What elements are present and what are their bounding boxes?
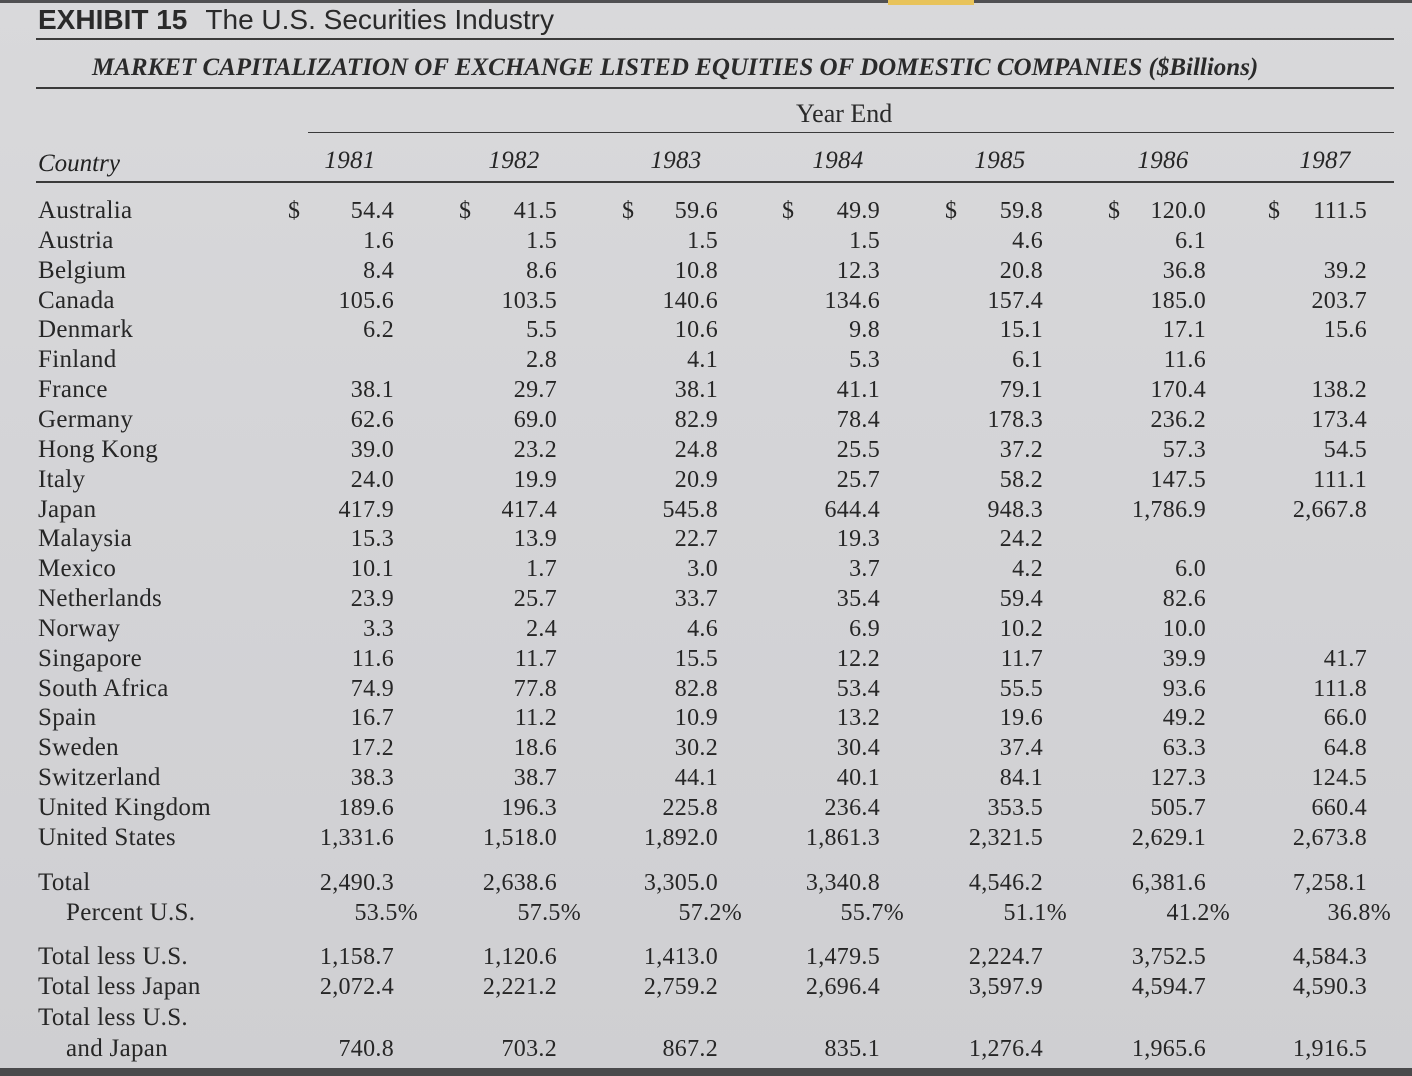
data-cell: 82.6 <box>1162 586 1206 612</box>
summary-label: Total less U.S. <box>38 943 188 970</box>
data-cell: 1.5 <box>687 228 718 254</box>
data-cell: 19.9 <box>513 467 557 493</box>
data-cell: 41.1 <box>836 377 880 403</box>
data-cell: 124.5 <box>1311 765 1367 791</box>
data-cell: 25.7 <box>836 467 880 493</box>
data-cell: 69.0 <box>513 407 557 433</box>
data-cell: 33.7 <box>674 586 718 612</box>
data-cell: 3.0 <box>687 556 718 582</box>
summary-cell: 2,759.2 <box>643 974 718 1000</box>
summary-cell: 3,305.0 <box>643 870 718 896</box>
data-cell: 417.4 <box>501 497 557 523</box>
data-cell: 19.6 <box>999 705 1043 731</box>
data-cell: 225.8 <box>662 795 718 821</box>
data-cell: 59.6 <box>674 198 718 224</box>
percent-cell: 36.8% <box>1327 900 1391 926</box>
country-name: South Africa <box>38 675 169 702</box>
data-cell: 140.6 <box>662 288 718 314</box>
data-cell: 2.4 <box>526 616 557 642</box>
data-cell: 82.9 <box>674 407 718 433</box>
data-cell: 189.6 <box>338 795 394 821</box>
data-cell: 353.5 <box>987 795 1043 821</box>
data-cell: 545.8 <box>662 497 718 523</box>
country-name: Netherlands <box>38 585 163 612</box>
rule-header <box>36 181 1394 183</box>
data-cell: 66.0 <box>1323 705 1367 731</box>
summary-cell: 1,965.6 <box>1131 1036 1206 1062</box>
summary-cell: 1,276.4 <box>968 1036 1043 1062</box>
data-cell: 178.3 <box>987 407 1043 433</box>
data-cell: 6.2 <box>363 317 394 343</box>
data-cell: 30.2 <box>674 735 718 761</box>
dollar-sign: $ <box>945 198 958 224</box>
data-cell: 1,892.0 <box>643 825 718 851</box>
dollar-sign: $ <box>622 198 635 224</box>
data-cell: 11.7 <box>1000 646 1043 672</box>
data-cell: 134.6 <box>824 288 880 314</box>
data-cell: 59.4 <box>999 586 1043 612</box>
data-cell: 23.2 <box>513 437 557 463</box>
data-cell: 3.7 <box>849 556 880 582</box>
percent-cell: 53.5% <box>354 900 418 926</box>
data-cell: 15.6 <box>1323 317 1367 343</box>
data-cell: 10.2 <box>999 616 1043 642</box>
country-column-header: Country <box>38 150 120 177</box>
percent-cell: 55.7% <box>840 900 904 926</box>
bookmark-tab <box>888 0 974 5</box>
data-cell: 63.3 <box>1162 735 1206 761</box>
country-name: Mexico <box>38 555 117 582</box>
data-cell: 15.5 <box>674 646 718 672</box>
dollar-sign: $ <box>1108 198 1121 224</box>
year-header-1983: 1983 <box>650 147 702 174</box>
data-cell: 120.0 <box>1150 198 1206 224</box>
country-name: Canada <box>38 287 115 314</box>
data-cell: 1,331.6 <box>319 825 394 851</box>
data-cell: 6.9 <box>849 616 880 642</box>
data-cell: 25.7 <box>513 586 557 612</box>
data-cell: 3.3 <box>363 616 394 642</box>
data-cell: 11.7 <box>514 646 557 672</box>
country-name: Germany <box>38 406 134 433</box>
data-cell: 5.5 <box>526 317 557 343</box>
data-cell: 39.9 <box>1162 646 1206 672</box>
summary-cell: 2,224.7 <box>968 944 1043 970</box>
data-cell: 8.4 <box>363 258 394 284</box>
summary-cell: 2,072.4 <box>319 974 394 1000</box>
data-cell: 17.2 <box>350 735 394 761</box>
summary-label: Total <box>38 869 91 896</box>
dollar-sign: $ <box>1268 198 1281 224</box>
data-cell: 49.2 <box>1162 705 1206 731</box>
data-cell: 11.6 <box>1163 347 1206 373</box>
data-cell: 236.2 <box>1150 407 1206 433</box>
data-cell: 37.2 <box>999 437 1043 463</box>
summary-cell: 4,594.7 <box>1131 974 1206 1000</box>
dollar-sign: $ <box>459 198 472 224</box>
data-cell: 39.0 <box>350 437 394 463</box>
data-cell: 25.5 <box>836 437 880 463</box>
data-cell: 2,629.1 <box>1131 825 1206 851</box>
data-cell: 49.9 <box>836 198 880 224</box>
country-name: Denmark <box>38 316 134 343</box>
data-cell: 54.4 <box>350 198 394 224</box>
exhibit-title: The U.S. Securities Industry <box>205 4 554 35</box>
data-cell: 111.8 <box>1313 676 1367 702</box>
data-cell: 1,861.3 <box>805 825 880 851</box>
data-cell: 505.7 <box>1150 795 1206 821</box>
data-cell: 24.8 <box>674 437 718 463</box>
data-cell: 16.7 <box>350 705 394 731</box>
data-cell: 64.8 <box>1323 735 1367 761</box>
data-cell: 4.1 <box>687 347 718 373</box>
data-cell: 41.5 <box>513 198 557 224</box>
country-name: Singapore <box>38 645 143 672</box>
country-name: United Kingdom <box>38 794 211 821</box>
summary-cell: 835.1 <box>824 1036 880 1062</box>
data-cell: 11.2 <box>514 705 557 731</box>
summary-cell: 1,479.5 <box>805 944 880 970</box>
summary-cell: 1,158.7 <box>319 944 394 970</box>
year-header-1986: 1986 <box>1137 147 1189 174</box>
summary-label: and Japan <box>66 1035 168 1062</box>
exhibit-heading <box>38 2 554 38</box>
country-name: Sweden <box>38 734 119 761</box>
data-cell: 59.8 <box>999 198 1043 224</box>
data-cell: 38.1 <box>674 377 718 403</box>
summary-cell: 867.2 <box>662 1036 718 1062</box>
data-cell: 173.4 <box>1311 407 1367 433</box>
data-cell: 236.4 <box>824 795 880 821</box>
data-cell: 1.6 <box>363 228 394 254</box>
data-cell: 29.7 <box>513 377 557 403</box>
data-cell: 11.6 <box>351 646 394 672</box>
data-cell: 30.4 <box>836 735 880 761</box>
data-cell: 54.5 <box>1323 437 1367 463</box>
data-cell: 138.2 <box>1311 377 1367 403</box>
country-name: Switzerland <box>38 764 161 791</box>
data-cell: 6.1 <box>1012 347 1043 373</box>
data-cell: 4.6 <box>1012 228 1043 254</box>
data-cell: 111.5 <box>1313 198 1367 224</box>
rule-year-end <box>308 132 1394 133</box>
country-name: Spain <box>38 704 97 731</box>
country-name: United States <box>38 824 176 851</box>
data-cell: 74.9 <box>350 676 394 702</box>
year-header-1985: 1985 <box>974 147 1026 174</box>
data-cell: 62.6 <box>350 407 394 433</box>
year-end-label: Year End <box>796 99 893 128</box>
data-cell: 6.1 <box>1175 228 1206 254</box>
data-cell: 5.3 <box>849 347 880 373</box>
data-cell: 2,667.8 <box>1292 497 1367 523</box>
summary-cell: 4,590.3 <box>1292 974 1367 1000</box>
data-cell: 36.8 <box>1162 258 1206 284</box>
data-cell: 37.4 <box>999 735 1043 761</box>
data-cell: 170.4 <box>1150 377 1206 403</box>
summary-cell: 2,221.2 <box>482 974 557 1000</box>
data-cell: 35.4 <box>836 586 880 612</box>
country-name: Japan <box>38 496 97 523</box>
year-header-1981: 1981 <box>324 147 376 174</box>
data-cell: 1,786.9 <box>1131 497 1206 523</box>
summary-label: Total less U.S. <box>38 1004 188 1031</box>
data-cell: 1.5 <box>526 228 557 254</box>
data-cell: 2,673.8 <box>1292 825 1367 851</box>
percent-cell: 51.1% <box>1003 900 1067 926</box>
year-header-1982: 1982 <box>488 147 540 174</box>
exhibit-number: EXHIBIT 15 <box>38 4 188 35</box>
data-cell: 4.6 <box>687 616 718 642</box>
data-cell: 79.1 <box>999 377 1043 403</box>
data-cell: 2,321.5 <box>968 825 1043 851</box>
data-cell: 93.6 <box>1162 676 1206 702</box>
data-cell: 196.3 <box>501 795 557 821</box>
data-cell: 19.3 <box>836 526 880 552</box>
data-cell: 1.7 <box>526 556 557 582</box>
data-cell: 2.8 <box>526 347 557 373</box>
country-name: Norway <box>38 615 121 642</box>
summary-cell: 1,916.5 <box>1292 1036 1367 1062</box>
data-cell: 1.5 <box>849 228 880 254</box>
data-cell: 6.0 <box>1175 556 1206 582</box>
data-cell: 4.2 <box>1012 556 1043 582</box>
summary-cell: 703.2 <box>501 1036 557 1062</box>
data-cell: 44.1 <box>674 765 718 791</box>
summary-cell: 7,258.1 <box>1292 870 1367 896</box>
data-cell: 9.8 <box>849 317 880 343</box>
data-cell: 15.3 <box>350 526 394 552</box>
data-cell: 103.5 <box>501 288 557 314</box>
year-header-1987: 1987 <box>1299 147 1351 174</box>
data-cell: 38.7 <box>513 765 557 791</box>
summary-cell: 6,381.6 <box>1131 870 1206 896</box>
data-cell: 417.9 <box>338 497 394 523</box>
data-cell: 41.7 <box>1323 646 1367 672</box>
table-subtitle: MARKET CAPITALIZATION OF EXCHANGE LISTED EQUITIES OF DOMESTIC COMPANIES ($Billions) <box>92 54 1259 81</box>
data-cell: 948.3 <box>987 497 1043 523</box>
data-cell: 15.1 <box>999 317 1043 343</box>
data-cell: 20.8 <box>999 258 1043 284</box>
bottom-bar <box>0 1068 1412 1076</box>
data-cell: 127.3 <box>1150 765 1206 791</box>
data-cell: 53.4 <box>836 676 880 702</box>
country-name: Austria <box>38 227 114 254</box>
data-cell: 20.9 <box>674 467 718 493</box>
summary-cell: 2,490.3 <box>319 870 394 896</box>
data-cell: 84.1 <box>999 765 1043 791</box>
data-cell: 12.2 <box>836 646 880 672</box>
data-cell: 10.6 <box>674 317 718 343</box>
country-name: Finland <box>38 346 117 373</box>
summary-cell: 3,340.8 <box>805 870 880 896</box>
summary-cell: 2,696.4 <box>805 974 880 1000</box>
country-name: Belgium <box>38 257 127 284</box>
rule-top <box>36 38 1394 40</box>
summary-cell: 2,638.6 <box>482 870 557 896</box>
data-cell: 10.8 <box>674 258 718 284</box>
data-cell: 10.9 <box>674 705 718 731</box>
data-cell: 18.6 <box>513 735 557 761</box>
data-cell: 57.3 <box>1162 437 1206 463</box>
summary-cell: 1,120.6 <box>482 944 557 970</box>
data-cell: 10.1 <box>350 556 394 582</box>
country-name: Australia <box>38 197 133 224</box>
data-cell: 147.5 <box>1150 467 1206 493</box>
data-cell: 185.0 <box>1150 288 1206 314</box>
summary-cell: 4,546.2 <box>968 870 1043 896</box>
summary-cell: 4,584.3 <box>1292 944 1367 970</box>
dollar-sign: $ <box>288 198 301 224</box>
country-name: Hong Kong <box>38 436 159 463</box>
summary-cell: 740.8 <box>338 1036 394 1062</box>
summary-label: Total less Japan <box>38 973 201 1000</box>
data-cell: 78.4 <box>836 407 880 433</box>
data-cell: 23.9 <box>350 586 394 612</box>
data-cell: 22.7 <box>674 526 718 552</box>
data-cell: 82.8 <box>674 676 718 702</box>
data-cell: 55.5 <box>999 676 1043 702</box>
data-cell: 38.1 <box>350 377 394 403</box>
data-cell: 39.2 <box>1323 258 1367 284</box>
data-cell: 12.3 <box>836 258 880 284</box>
data-cell: 13.2 <box>836 705 880 731</box>
percent-cell: 57.2% <box>678 900 742 926</box>
country-name: Italy <box>38 466 86 493</box>
data-cell: 644.4 <box>824 497 880 523</box>
year-header-1984: 1984 <box>812 147 864 174</box>
data-cell: 111.1 <box>1313 467 1367 493</box>
country-name: France <box>38 376 108 403</box>
data-cell: 40.1 <box>836 765 880 791</box>
data-cell: 13.9 <box>513 526 557 552</box>
percent-cell: 41.2% <box>1166 900 1230 926</box>
data-cell: 24.2 <box>999 526 1043 552</box>
data-cell: 10.0 <box>1162 616 1206 642</box>
country-name: Malaysia <box>38 525 133 552</box>
data-cell: 38.3 <box>350 765 394 791</box>
summary-cell: 3,752.5 <box>1131 944 1206 970</box>
data-cell: 24.0 <box>350 467 394 493</box>
percent-cell: 57.5% <box>517 900 581 926</box>
data-cell: 58.2 <box>999 467 1043 493</box>
data-cell: 157.4 <box>987 288 1043 314</box>
dollar-sign: $ <box>782 198 795 224</box>
data-cell: 105.6 <box>338 288 394 314</box>
rule-subtitle <box>36 87 1394 89</box>
data-cell: 8.6 <box>526 258 557 284</box>
summary-cell: 1,413.0 <box>643 944 718 970</box>
data-cell: 77.8 <box>513 676 557 702</box>
data-cell: 17.1 <box>1162 317 1206 343</box>
summary-label: Percent U.S. <box>66 899 196 926</box>
data-cell: 1,518.0 <box>482 825 557 851</box>
data-cell: 660.4 <box>1311 795 1367 821</box>
summary-cell: 3,597.9 <box>968 974 1043 1000</box>
data-cell: 203.7 <box>1311 288 1367 314</box>
